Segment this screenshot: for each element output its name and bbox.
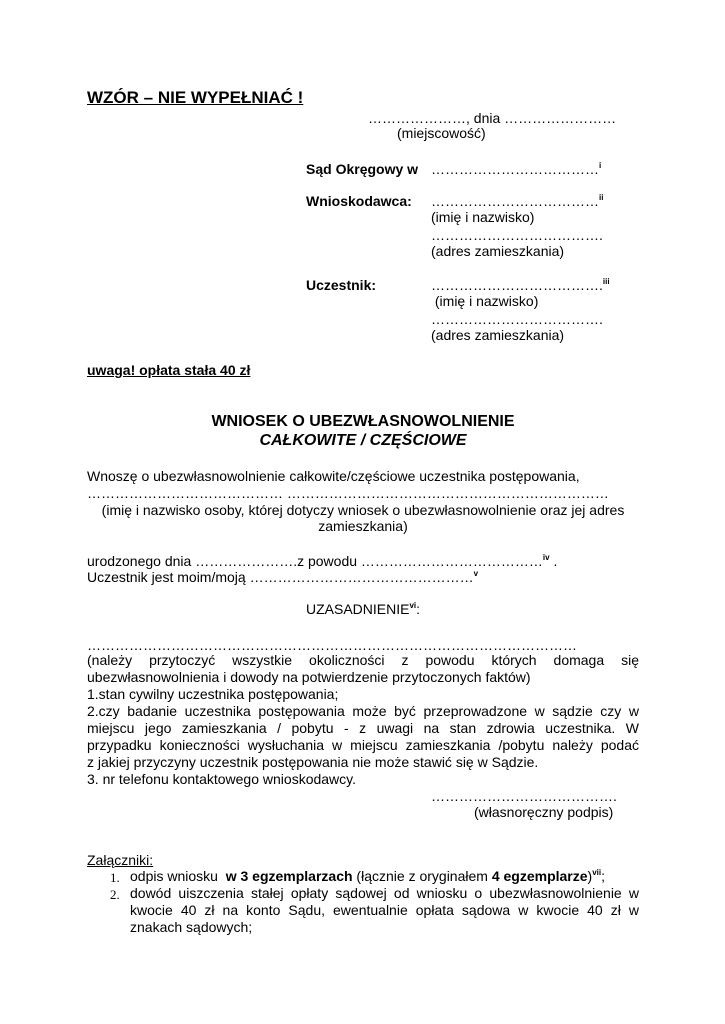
motion-line-1: Wnoszę o ubezwłasnowolnienie całkowite/częściowe uczestnika postępowania,: [87, 468, 580, 484]
document-title: WZÓR – NIE WYPEŁNIAĆ !: [87, 88, 304, 107]
participant-label: Uczestnik:: [306, 277, 377, 293]
applicant-dots: ………………………………: [431, 193, 599, 209]
born-text: urodzonego dnia ………………….z powodu …………………………………: [87, 553, 543, 569]
attachment-1-b: w 3 egzemplarzach: [221, 868, 353, 884]
applicant-address-label: (adres zamieszkania): [431, 243, 565, 259]
attachment-1-a: odpis wniosku: [130, 868, 222, 884]
participant-name-label: (imię i nazwisko): [431, 293, 539, 309]
person-hint-2: zamieszkania): [318, 518, 408, 534]
attachment-1-d: 4 egzemplarze: [491, 868, 588, 884]
justification-line-5: miejscu jego zamieszkania / pobytu - z uwagi na stan zdrowia uczestnika. W: [87, 720, 639, 736]
relation-text: Uczestnik jest moim/moją …………………………………………: [87, 569, 474, 585]
fee-note: uwaga! opłata stała 40 zł: [87, 362, 251, 378]
applicant-footnote-ref: ii: [599, 193, 604, 202]
attachment-2-line-3: znakach sądowych;: [130, 919, 253, 935]
attachment-2-line-1: dowód uiszczenia stałej opłaty sądowej od wniosku o ubezwłasnowolnienie w: [130, 885, 639, 901]
attachment-2-line-2: kwocie 40 zł na konto Sądu, ewentualnie opłata sądowa w kwocie 40 zł w: [130, 902, 639, 918]
court-field: [431, 161, 601, 178]
justification-line-1: (należy przytoczyć wszystkie okoliczności z powodu których domaga się: [87, 652, 639, 668]
justification-heading-text: UZASADNIENIE: [305, 601, 410, 617]
attachment-1-f: ;: [601, 868, 606, 884]
attachment-1-c: (łącznie z oryginałem: [352, 868, 492, 884]
place-date-field: …………………, dnia ……………………: [368, 110, 617, 126]
participant-address-label: (adres zamieszkania): [431, 327, 565, 343]
born-end: .: [549, 553, 558, 569]
justification-line-2: ubezwłasnowolnienia i dowody na potwierdzenie przytoczonych faktów): [87, 669, 531, 685]
justification-footnote-ref: vi: [409, 601, 417, 610]
justification-line-7: z jakiej przyczyny uczestnik postępowania nie może stawić się w Sądzie.: [87, 754, 539, 770]
born-line: [87, 553, 557, 570]
relation-line: [87, 569, 478, 586]
person-hint-1: (imię i nazwisko osoby, której dotyczy wniosek o ubezwłasnowolnienie oraz jej adres: [101, 502, 625, 518]
justification-line-4: 2.czy badanie uczestnika postępowania może być przeprowadzone w sądzie czy w: [87, 703, 639, 719]
attachment-1-footnote-ref: vii: [592, 868, 602, 877]
applicant-label: Wnioskodawca:: [306, 193, 412, 209]
place-label: (miejscowość): [397, 125, 486, 141]
court-dots: ………………………………: [431, 161, 599, 177]
court-label: Sąd Okręgowy w: [306, 161, 419, 177]
attachments-heading: Załączniki:: [87, 852, 154, 868]
motion-subtitle: CAŁKOWITE / CZĘŚCIOWE: [259, 432, 467, 449]
signature-label: (własnoręczny podpis): [474, 804, 614, 820]
court-footnote-ref: i: [599, 161, 602, 170]
attachment-1-e: ): [587, 868, 593, 884]
signature-dots: ………………………………….: [431, 788, 617, 804]
justification-heading-colon: :: [416, 601, 421, 617]
participant-field: [431, 277, 610, 294]
justification-line-8: 3. nr telefonu kontaktowego wnioskodawcy.: [87, 771, 357, 787]
justification-line-3: 1.stan cywilny uczestnika postępowania;: [87, 686, 339, 702]
attachment-1-number: 1.: [110, 870, 120, 885]
motion-line-2: …………………………………… ……………………………………………………………: [87, 485, 609, 501]
applicant-address-dots: ……………………………….: [431, 227, 603, 243]
attachment-2-number: 2.: [110, 887, 120, 902]
participant-address-dots: ……………………………….: [431, 311, 603, 327]
justification-line-6: przypadku konieczności wysłuchania w miejscu zamieszkania /pobytu należy podać: [87, 737, 639, 753]
applicant-name-label: (imię i nazwisko): [431, 209, 535, 225]
born-footnote-ref: iv: [542, 553, 550, 562]
motion-title: WNIOSEK O UBEZWŁASNOWOLNIENIE: [211, 413, 515, 430]
relation-footnote-ref: v: [473, 569, 479, 578]
justification-dots: ……………………………………………………………………………………………: [87, 637, 577, 653]
applicant-field: [431, 193, 603, 210]
attachment-1: [130, 868, 605, 885]
participant-dots: ……………………………….: [431, 277, 603, 293]
participant-footnote-ref: iii: [602, 277, 610, 286]
justification-heading: [87, 601, 639, 618]
